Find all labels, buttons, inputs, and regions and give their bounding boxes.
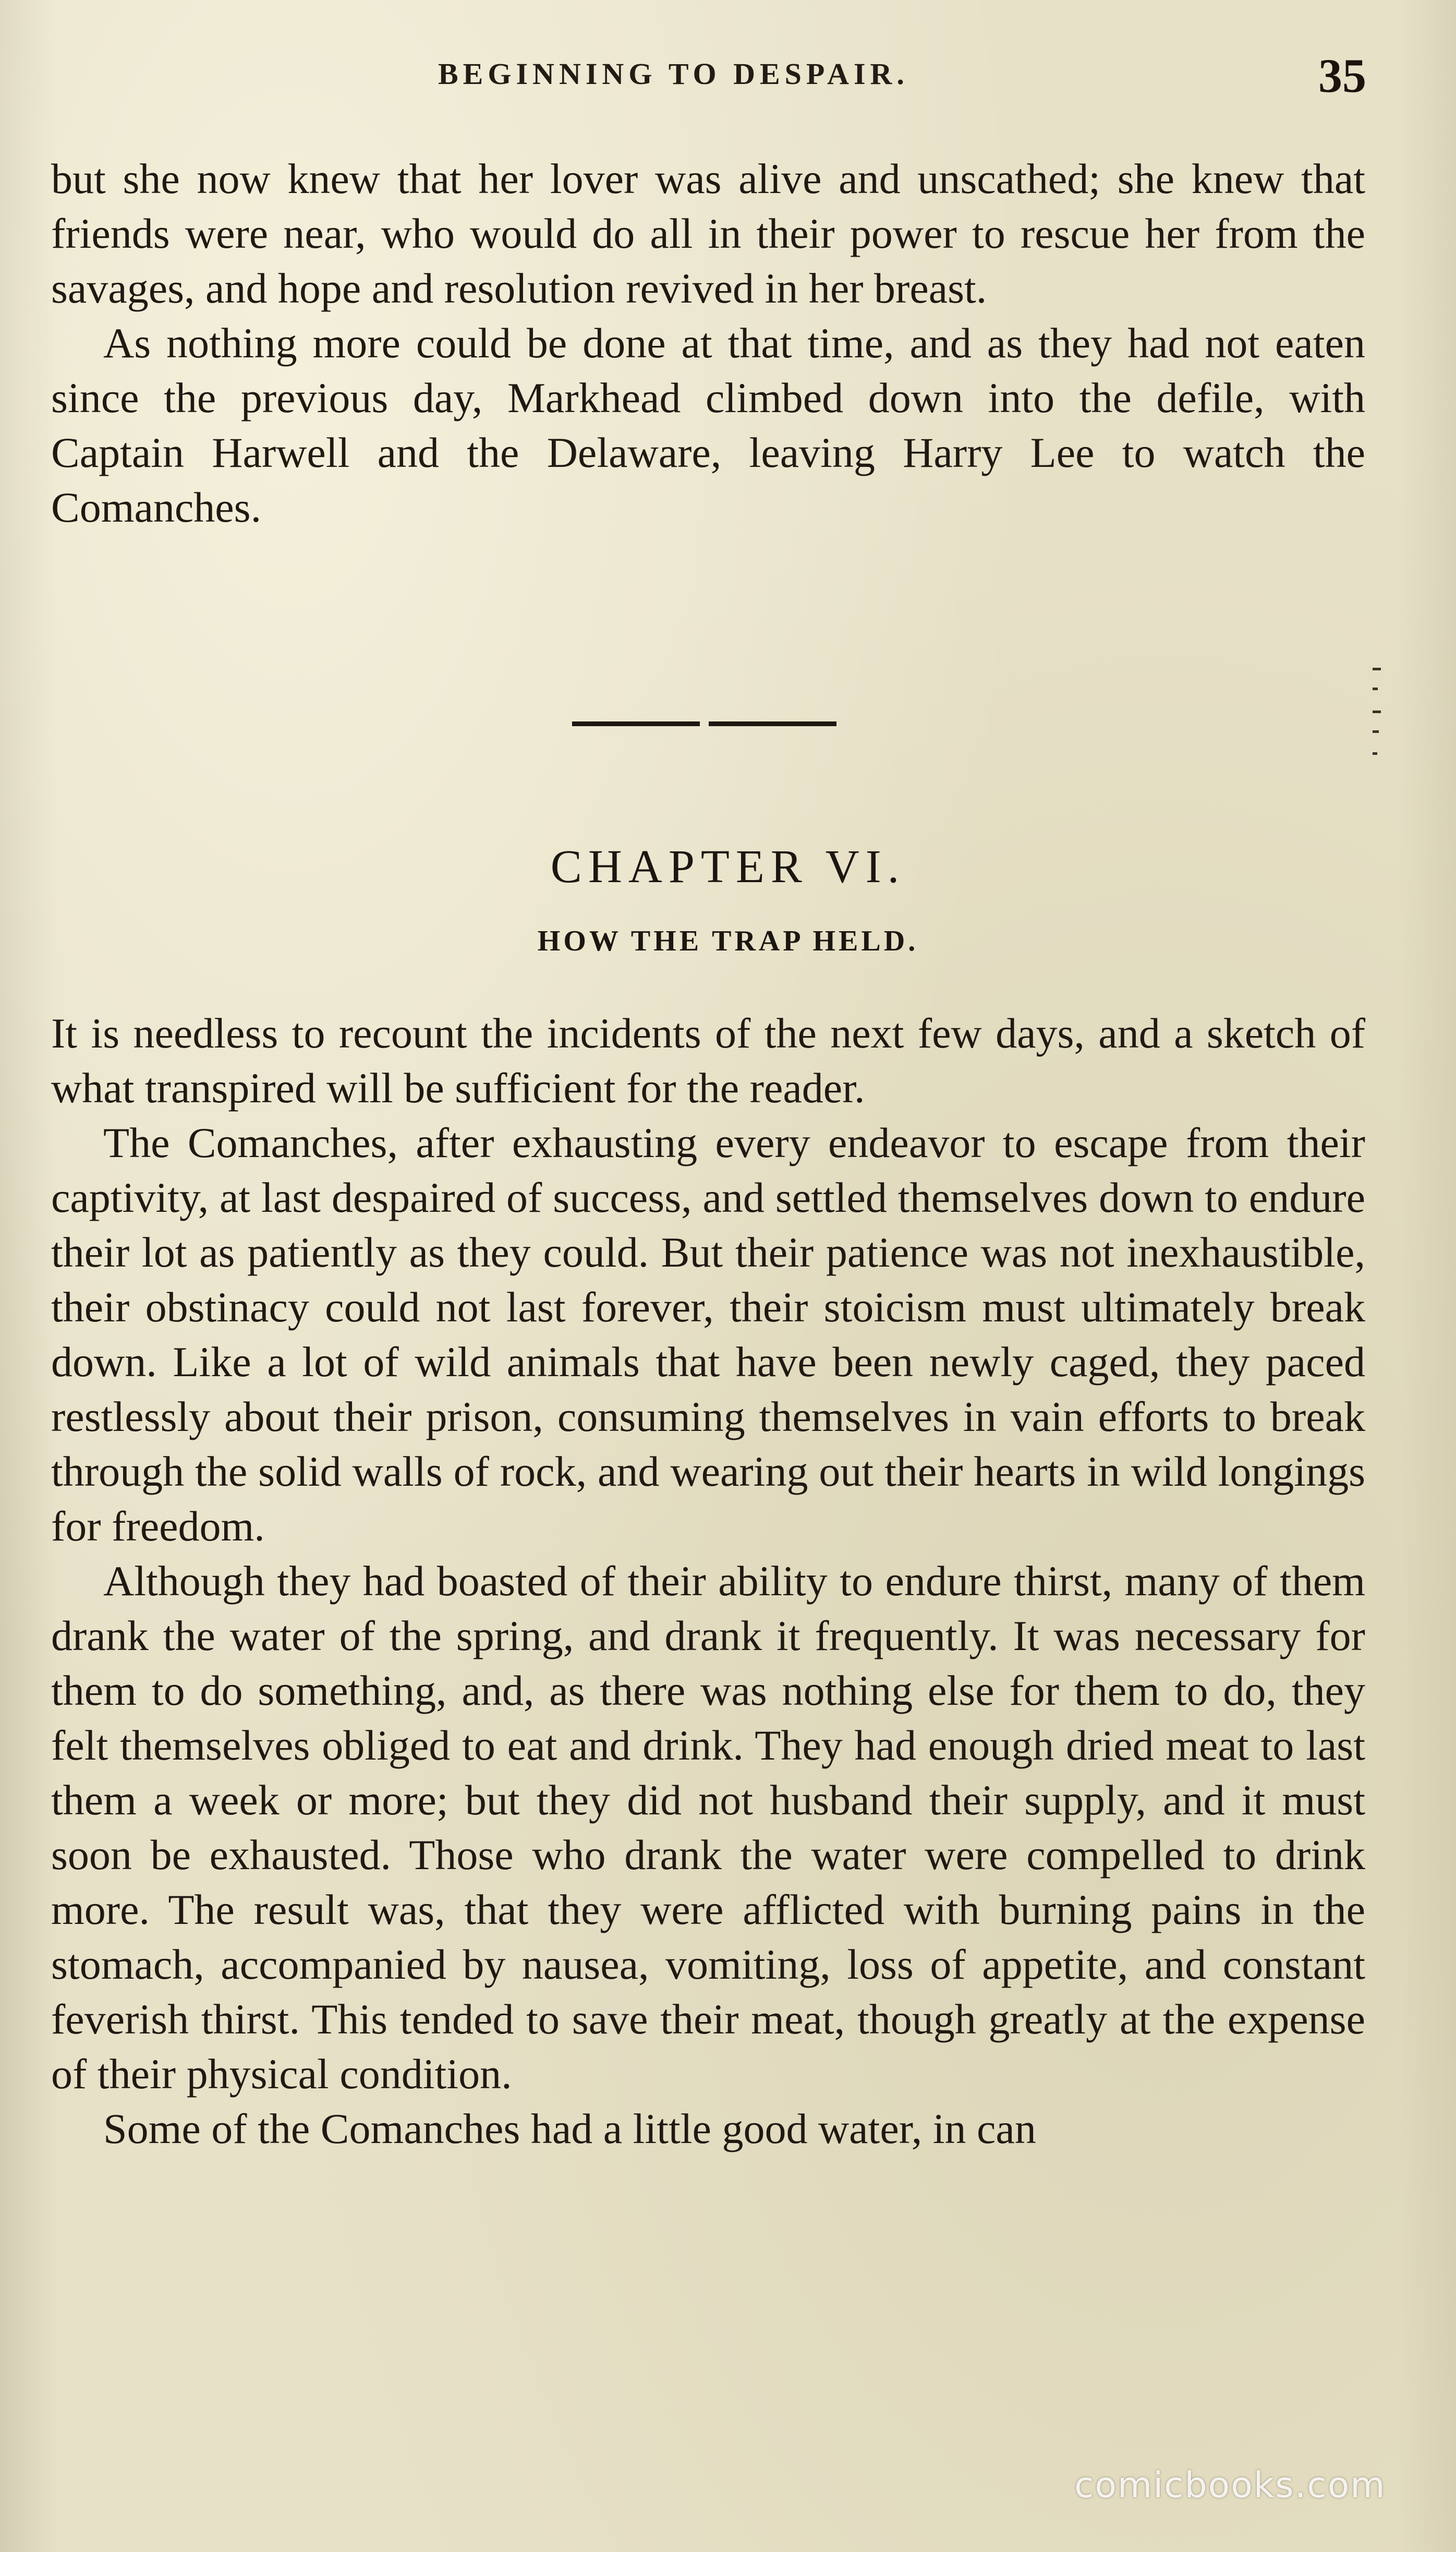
divider-rule-right [709, 721, 836, 726]
running-head [0, 49, 1456, 103]
paragraph-opening: It is needless to recount the incidents of the next few days, and a sketch of what transpired will be sufficient for the reader. [51, 1009, 1365, 1112]
divider-rule-left [572, 721, 700, 726]
watermark-text: comicbooks.com [1074, 2465, 1386, 2506]
chapter-subtitle: HOW THE TRAP HELD. [537, 925, 919, 957]
chapter-body-text [51, 1006, 1365, 2156]
section-end-text [51, 151, 1365, 535]
ink-specks [1373, 663, 1384, 772]
chapter-heading: CHAPTER VI. [550, 841, 906, 893]
paragraph-continues: Some of the Comanches had a little good water, in can [103, 2105, 1036, 2152]
paragraph: As nothing more could be done at that time, and as they had not eaten since the previous day, Markhead climbed down into the defile, with Captain Harwell and the Delaware, leaving Harry Lee to watch the Comanches. [51, 319, 1365, 531]
paragraph-continued: but she now knew that her lover was alive and unscathed; she knew that friends were near, who would do all in their power to rescue her from the savages, and hope and resolution revived in her breast. [51, 155, 1365, 312]
running-title: BEGINNING TO DESPAIR. [438, 57, 909, 91]
page-number: 35 [1318, 49, 1366, 102]
section-divider [572, 721, 843, 729]
paragraph: The Comanches, after exhausting every endeavor to escape from their captivity, at last despaired of success, and settled themselves down to endure their lot as patiently as they could. But their patience was not inexhaustible, their obstinacy could not last forever, their stoicism must ultimately break down. Like a lot of wild animals that have been newly caged, they paced restlessly about their prison, consuming themselves in vain efforts to break through the solid walls of rock, and wearing out their hearts in wild longings for freedom. [51, 1119, 1365, 1550]
paragraph: Although they had boasted of their ability to endure thirst, many of them drank the water of the spring, and drank it frequently. It was necessary for them to do something, and, as there was nothing else for them to do, they felt themselves obliged to eat and drink. They had enough dried meat to last them a week or more; but they did not husband their supply, and it must soon be exhausted. Those who drank the water were compelled to drink more. The result was, that they were afflicted with burning pains in the stomach, accompanied by nausea, vomiting, loss of appetite, and constant feverish thirst. This tended to save their meat, though greatly at the expense of their physical condition. [51, 1557, 1365, 2098]
